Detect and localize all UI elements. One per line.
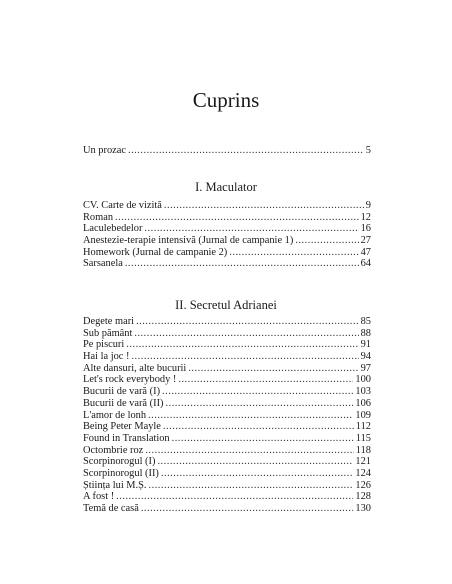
toc-entry[interactable] (83, 491, 371, 503)
toc-entry-title: Found in Translation (83, 432, 170, 444)
toc-section-secretul-adrianei (83, 316, 371, 515)
toc-leader-dots (134, 328, 358, 340)
toc-entry-title: Alte dansuri, alte bucurii (83, 362, 187, 374)
toc-entry-page: 128 (355, 491, 371, 503)
toc-entry-page: 109 (355, 409, 371, 421)
toc-leader-dots (157, 456, 353, 468)
toc-entry[interactable] (83, 480, 371, 492)
toc-entry-title: Scorpinorogul (I) (83, 456, 156, 468)
toc-entry-page: 88 (360, 327, 371, 339)
toc-entry-page: 12 (360, 211, 371, 223)
toc-leader-dots (164, 200, 364, 212)
toc-entry-title: Roman (83, 211, 114, 223)
toc-entry[interactable] (83, 235, 371, 247)
toc-entry[interactable] (83, 145, 371, 157)
toc-entry-title: L'amor de lonh (83, 409, 147, 421)
toc-entry[interactable] (83, 351, 371, 363)
toc-entry-page: 97 (360, 362, 371, 374)
toc-entry[interactable] (83, 212, 371, 224)
toc-entry-page: 27 (360, 235, 371, 247)
toc-entry-title: Sub pământ (83, 327, 133, 339)
toc-leader-dots (126, 339, 358, 351)
toc-leader-dots (295, 235, 358, 247)
toc-entry-title: Scorpinorogul (II) (83, 467, 159, 479)
toc-entry-title: Bucurii de vară (I) (83, 386, 161, 398)
toc-entry[interactable] (83, 223, 371, 235)
toc-entry[interactable] (83, 410, 371, 422)
toc-entry-page: 103 (355, 386, 371, 398)
toc-entry-title: Anestezie-terapie intensivă (Jurnal de campanie 1) (83, 235, 294, 247)
toc-entry[interactable] (83, 328, 371, 340)
toc-entry-title: Un prozac (83, 145, 126, 156)
toc-entry-page: 100 (355, 374, 371, 386)
toc-entry-page: 130 (355, 503, 371, 514)
toc-leader-dots (144, 223, 358, 235)
toc-entry[interactable] (83, 433, 371, 445)
toc-entry[interactable] (83, 363, 371, 375)
toc-leader-dots (131, 351, 358, 363)
toc-entry[interactable] (83, 258, 371, 270)
toc-entry[interactable] (83, 200, 371, 212)
toc-entry-title: Știința lui M.Ș. (83, 479, 147, 491)
toc-entry-page: 112 (355, 421, 371, 433)
toc-leader-dots (188, 363, 358, 375)
toc-entry-title: Being Peter Mayle (83, 421, 161, 433)
toc-entry-page: 126 (355, 479, 371, 491)
toc-entry-title: CV. Carte de vizită (83, 200, 162, 211)
toc-entry-title: Temă de casă (83, 503, 139, 514)
toc-entry-page: 121 (355, 456, 371, 468)
toc-leader-dots (166, 398, 354, 410)
toc-entry-page: 94 (360, 351, 371, 363)
toc-intro (83, 145, 371, 157)
toc-entry-title: Homework (Jurnal de campanie 2) (83, 246, 228, 258)
toc-entry[interactable] (83, 386, 371, 398)
toc-leader-dots (172, 433, 354, 445)
toc-leader-dots (161, 468, 354, 480)
toc-entry-page: 118 (355, 444, 371, 456)
toc-entry-title: Hai la joc ! (83, 351, 130, 363)
toc-entry[interactable] (83, 456, 371, 468)
toc-leader-dots (115, 212, 359, 224)
toc-entry[interactable] (83, 374, 371, 386)
toc-leader-dots (149, 480, 354, 492)
toc-leader-dots (163, 421, 354, 433)
toc-entry[interactable] (83, 468, 371, 480)
toc-entry[interactable] (83, 421, 371, 433)
toc-entry-page: 5 (365, 145, 371, 156)
toc-entry-page: 124 (355, 467, 371, 479)
toc-entry-page: 47 (360, 246, 371, 258)
toc-entry-title: Laculebedelor (83, 223, 143, 235)
toc-entry[interactable] (83, 316, 371, 328)
page-title: Cuprins (192, 88, 260, 112)
toc-entry[interactable] (83, 445, 371, 457)
toc-leader-dots (178, 374, 353, 386)
toc-entry-page: 85 (360, 316, 371, 327)
toc-leader-dots (128, 145, 364, 157)
section-heading-secretul-adrianei: II. Secretul Adrianei (175, 298, 277, 312)
toc-entry-title: A fost ! (83, 491, 115, 503)
toc-entry[interactable] (83, 247, 371, 259)
toc-leader-dots (136, 316, 359, 328)
toc-leader-dots (162, 386, 353, 398)
toc-section-maculator (83, 200, 371, 270)
section-heading-maculator: I. Maculator (195, 180, 257, 194)
toc-entry-title: Let's rock everybody ! (83, 374, 177, 386)
toc-entry-title: Sarsanela (83, 258, 123, 270)
toc-entry[interactable] (83, 339, 371, 351)
toc-leader-dots (116, 491, 353, 503)
toc-entry-title: Bucurii de vară (II) (83, 397, 164, 409)
toc-leader-dots (229, 247, 358, 259)
toc-leader-dots (145, 445, 353, 457)
toc-entry[interactable] (83, 398, 371, 410)
toc-entry-title: Pe piscuri (83, 339, 125, 351)
toc-leader-dots (148, 410, 353, 422)
toc-leader-dots (141, 503, 354, 515)
toc-entry-page: 16 (360, 223, 371, 235)
toc-entry-page: 106 (355, 397, 371, 409)
toc-leader-dots (125, 258, 359, 270)
toc-entry-title: Degete mari (83, 316, 135, 327)
toc-entry-page: 9 (365, 200, 371, 211)
toc-entry[interactable] (83, 503, 371, 515)
toc-entry-page: 64 (360, 258, 371, 270)
toc-entry-title: Octombrie roz (83, 444, 144, 456)
toc-entry-page: 91 (360, 339, 371, 351)
toc-entry-page: 115 (355, 432, 371, 444)
